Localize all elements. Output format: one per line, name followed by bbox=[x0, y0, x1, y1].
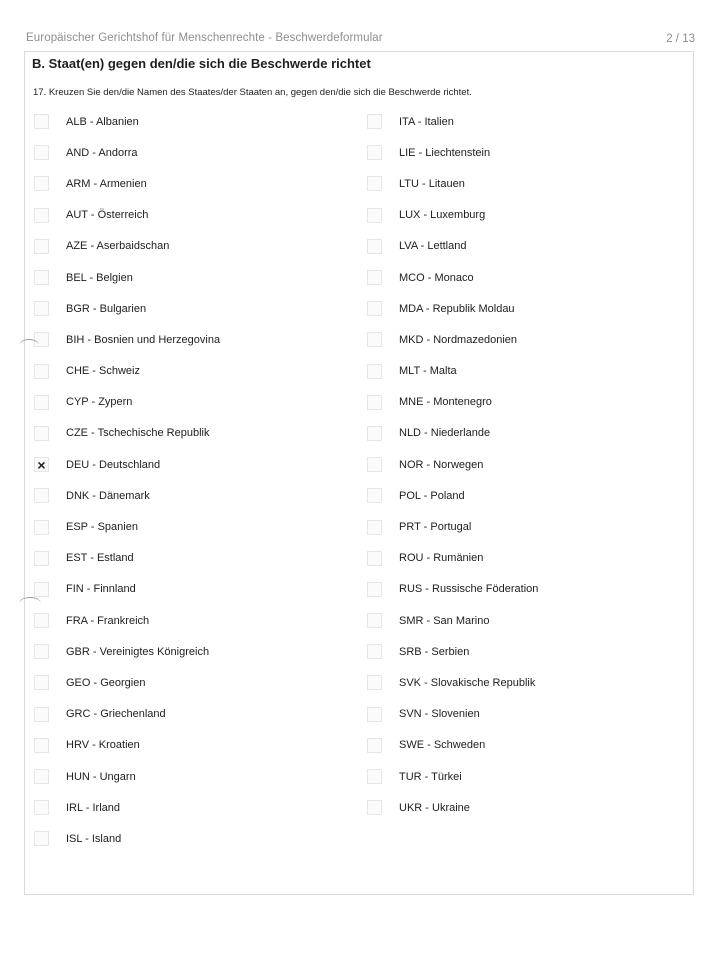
state-option-mlt bbox=[367, 356, 538, 387]
checkbox-est[interactable] bbox=[34, 551, 49, 566]
state-label: LUX - Luxemburg bbox=[399, 209, 486, 222]
checkbox-cyp[interactable] bbox=[34, 395, 49, 410]
state-option-bel bbox=[34, 262, 220, 293]
state-label: SMR - San Marino bbox=[399, 614, 490, 627]
checkbox-bgr[interactable] bbox=[34, 301, 49, 316]
checkbox-cze[interactable] bbox=[34, 426, 49, 441]
state-option-ukr bbox=[367, 792, 538, 823]
form-header-title: Europäischer Gerichtshof für Menschenrechte - Beschwerdeformular bbox=[26, 32, 383, 44]
state-option-and bbox=[34, 137, 220, 168]
states-column-right bbox=[367, 106, 538, 823]
checkbox-gbr[interactable] bbox=[34, 644, 49, 659]
state-label: CYP - Zypern bbox=[66, 396, 133, 409]
checkbox-rou[interactable] bbox=[367, 551, 382, 566]
state-option-alb bbox=[34, 106, 220, 137]
state-label: TUR - Türkei bbox=[399, 770, 462, 783]
state-option-aut bbox=[34, 200, 220, 231]
state-option-nld bbox=[367, 418, 538, 449]
state-label: UKR - Ukraine bbox=[399, 801, 470, 814]
state-option-fra bbox=[34, 605, 220, 636]
state-label: NOR - Norwegen bbox=[399, 458, 484, 471]
scan-mark bbox=[19, 339, 39, 352]
checkbox-pol[interactable] bbox=[367, 488, 382, 503]
state-label: EST - Estland bbox=[66, 552, 134, 565]
state-option-smr bbox=[367, 605, 538, 636]
state-label: AND - Andorra bbox=[66, 146, 138, 159]
state-label: MDA - Republik Moldau bbox=[399, 302, 515, 315]
state-label: ROU - Rumänien bbox=[399, 552, 484, 565]
checkbox-esp[interactable] bbox=[34, 520, 49, 535]
state-label: SWE - Schweden bbox=[399, 739, 486, 752]
state-option-esp bbox=[34, 511, 220, 542]
checkbox-arm[interactable] bbox=[34, 176, 49, 191]
state-label: ISL - Island bbox=[66, 832, 122, 845]
checkbox-and[interactable] bbox=[34, 145, 49, 160]
checkbox-mkd[interactable] bbox=[367, 332, 382, 347]
state-option-fin bbox=[34, 574, 220, 605]
section-title: B. Staat(en) gegen den/die sich die Beschwerde richtet bbox=[32, 56, 371, 71]
state-option-aze bbox=[34, 231, 220, 262]
state-option-lie bbox=[367, 137, 538, 168]
state-option-bgr bbox=[34, 293, 220, 324]
state-label: GBR - Vereinigtes Königreich bbox=[66, 645, 210, 658]
page-number: 2 / 13 bbox=[666, 33, 695, 45]
state-label: BGR - Bulgarien bbox=[66, 302, 147, 315]
state-option-mco bbox=[367, 262, 538, 293]
checkbox-hrv[interactable] bbox=[34, 738, 49, 753]
checkbox-grc[interactable] bbox=[34, 707, 49, 722]
state-option-deu bbox=[34, 449, 220, 480]
checkbox-alb[interactable] bbox=[34, 114, 49, 129]
state-label: MLT - Malta bbox=[399, 365, 457, 378]
checkbox-aze[interactable] bbox=[34, 239, 49, 254]
state-label: CZE - Tschechische Republik bbox=[66, 427, 210, 440]
checkbox-ltu[interactable] bbox=[367, 176, 382, 191]
state-label: MKD - Nordmazedonien bbox=[399, 333, 517, 346]
checkbox-bel[interactable] bbox=[34, 270, 49, 285]
question-17: 17. Kreuzen Sie den/die Namen des Staates/der Staaten an, gegen den/die sich die Beschwerde richtet. bbox=[33, 87, 472, 98]
checkbox-geo[interactable] bbox=[34, 675, 49, 690]
state-label: HRV - Kroatien bbox=[66, 739, 140, 752]
state-option-prt bbox=[367, 511, 538, 542]
checkbox-fin[interactable] bbox=[34, 582, 49, 597]
state-label: DNK - Dänemark bbox=[66, 489, 150, 502]
state-label: AUT - Österreich bbox=[66, 209, 149, 222]
state-label: SVN - Slovenien bbox=[399, 708, 480, 721]
state-label: AZE - Aserbaidschan bbox=[66, 240, 170, 253]
checkbox-mda[interactable] bbox=[367, 301, 382, 316]
state-option-svk bbox=[367, 667, 538, 698]
state-option-mkd bbox=[367, 324, 538, 355]
state-label: ALB - Albanien bbox=[66, 115, 139, 128]
checkbox-irl[interactable] bbox=[34, 800, 49, 815]
state-option-irl bbox=[34, 792, 220, 823]
state-option-rou bbox=[367, 543, 538, 574]
checkbox-hun[interactable] bbox=[34, 769, 49, 784]
state-label: RUS - Russische Föderation bbox=[399, 583, 539, 596]
state-label: NLD - Niederlande bbox=[399, 427, 491, 440]
state-option-tur bbox=[367, 761, 538, 792]
checkbox-mlt[interactable] bbox=[367, 364, 382, 379]
state-label: ESP - Spanien bbox=[66, 521, 138, 534]
checkbox-isl[interactable] bbox=[34, 831, 49, 846]
state-label: DEU - Deutschland bbox=[66, 458, 161, 471]
state-option-swe bbox=[367, 730, 538, 761]
state-label: PRT - Portugal bbox=[399, 521, 472, 534]
checkbox-lie[interactable] bbox=[367, 145, 382, 160]
state-option-isl bbox=[34, 823, 220, 854]
state-option-mda bbox=[367, 293, 538, 324]
state-label: ARM - Armenien bbox=[66, 177, 147, 190]
checkbox-mco[interactable] bbox=[367, 270, 382, 285]
state-label: IRL - Irland bbox=[66, 801, 121, 814]
state-option-ita bbox=[367, 106, 538, 137]
state-label: LVA - Lettland bbox=[399, 240, 467, 253]
state-option-svn bbox=[367, 699, 538, 730]
state-label: CHE - Schweiz bbox=[66, 365, 140, 378]
checkbox-lva[interactable] bbox=[367, 239, 382, 254]
state-option-rus bbox=[367, 574, 538, 605]
checkbox-rus[interactable] bbox=[367, 582, 382, 597]
checkbox-tur[interactable] bbox=[367, 769, 382, 784]
checkbox-prt[interactable] bbox=[367, 520, 382, 535]
state-label: FRA - Frankreich bbox=[66, 614, 150, 627]
state-option-est bbox=[34, 543, 220, 574]
state-option-gbr bbox=[34, 636, 220, 667]
state-option-pol bbox=[367, 480, 538, 511]
checkbox-smr[interactable] bbox=[367, 613, 382, 628]
state-option-grc bbox=[34, 699, 220, 730]
checkbox-lux[interactable] bbox=[367, 208, 382, 223]
state-option-bih bbox=[34, 324, 220, 355]
state-option-mne bbox=[367, 387, 538, 418]
checkbox-svk[interactable] bbox=[367, 675, 382, 690]
state-label: GRC - Griechenland bbox=[66, 708, 166, 721]
checkbox-dnk[interactable] bbox=[34, 488, 49, 503]
state-label: MNE - Montenegro bbox=[399, 396, 492, 409]
state-option-cze bbox=[34, 418, 220, 449]
state-label: SRB - Serbien bbox=[399, 645, 470, 658]
checkbox-ukr[interactable] bbox=[367, 800, 382, 815]
state-label: BEL - Belgien bbox=[66, 271, 133, 284]
checkbox-svn[interactable] bbox=[367, 707, 382, 722]
checkbox-mne[interactable] bbox=[367, 395, 382, 410]
state-option-srb bbox=[367, 636, 538, 667]
state-option-cyp bbox=[34, 387, 220, 418]
state-label: HUN - Ungarn bbox=[66, 770, 136, 783]
scan-mark bbox=[19, 597, 41, 610]
state-label: BIH - Bosnien und Herzegovina bbox=[66, 333, 221, 346]
state-option-hrv bbox=[34, 730, 220, 761]
checkbox-che[interactable] bbox=[34, 364, 49, 379]
checkbox-swe[interactable] bbox=[367, 738, 382, 753]
state-option-ltu bbox=[367, 168, 538, 199]
checkbox-ita[interactable] bbox=[367, 114, 382, 129]
state-option-lva bbox=[367, 231, 538, 262]
state-label: ITA - Italien bbox=[399, 115, 454, 128]
states-column-left bbox=[34, 106, 220, 855]
checkbox-deu[interactable] bbox=[34, 457, 49, 472]
state-option-che bbox=[34, 356, 220, 387]
state-label: POL - Poland bbox=[399, 489, 465, 502]
checkbox-fra[interactable] bbox=[34, 613, 49, 628]
state-option-nor bbox=[367, 449, 538, 480]
state-label: FIN - Finnland bbox=[66, 583, 136, 596]
state-option-arm bbox=[34, 168, 220, 199]
checkbox-aut[interactable] bbox=[34, 208, 49, 223]
state-label: LIE - Liechtenstein bbox=[399, 146, 491, 159]
state-label: MCO - Monaco bbox=[399, 271, 474, 284]
checkbox-nld[interactable] bbox=[367, 426, 382, 441]
state-label: GEO - Georgien bbox=[66, 676, 146, 689]
checkbox-srb[interactable] bbox=[367, 644, 382, 659]
state-option-geo bbox=[34, 667, 220, 698]
state-label: LTU - Litauen bbox=[399, 177, 465, 190]
state-option-hun bbox=[34, 761, 220, 792]
checkbox-nor[interactable] bbox=[367, 457, 382, 472]
state-label: SVK - Slovakische Republik bbox=[399, 676, 536, 689]
state-option-lux bbox=[367, 200, 538, 231]
state-option-dnk bbox=[34, 480, 220, 511]
